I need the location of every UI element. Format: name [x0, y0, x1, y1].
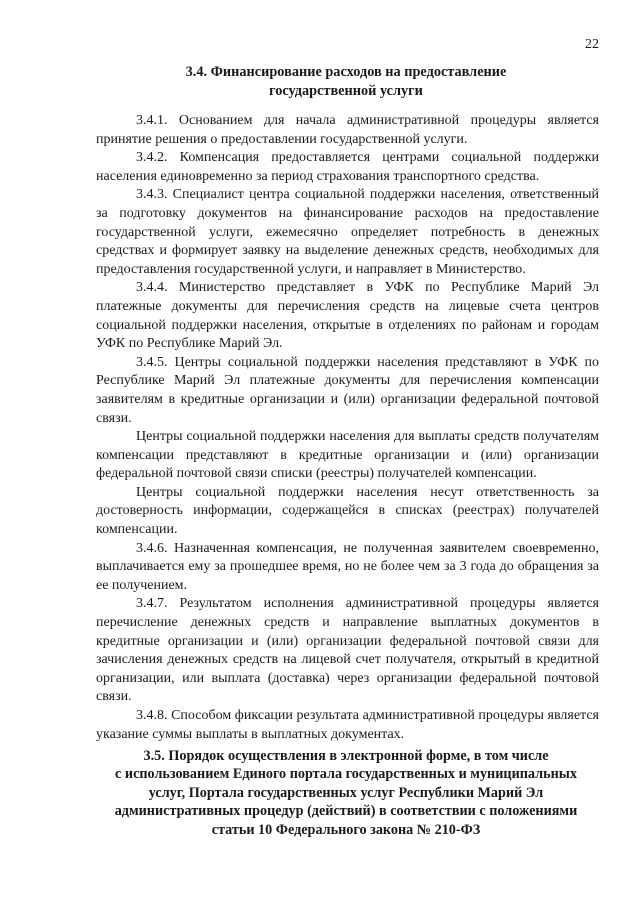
heading-line: с использованием Единого портала государственных и муниципальных	[115, 766, 577, 783]
heading-line: 3.5. Порядок осуществления в электронной форме, в том числе	[143, 748, 549, 764]
heading-line: административных процедур (действий) в соответствии с положениями	[114, 803, 578, 820]
section-heading-3-5	[84, 747, 608, 839]
paragraph-3-4-1: 3.4.1. Основанием для начала административной процедуры является принятие решения о предоставлении государственной услуги.	[96, 113, 599, 147]
paragraph-3-4-2: 3.4.2. Компенсация предоставляется центрами социальной поддержки населения единовременно за период страхования транспортного средства.	[96, 150, 599, 184]
paragraph-3-4-5-cont-2: Центры социальной поддержки населения несут ответственность за достоверность информации, содержащейся в списках (реестрах) получателей компенсации.	[96, 484, 599, 538]
heading-line: услуг, Портала государственных услуг Республики Марий Эл	[148, 784, 544, 801]
section-body-3-4	[96, 112, 599, 744]
heading-line: государственной услуги	[269, 82, 423, 99]
section-heading-3-4	[96, 63, 596, 100]
paragraph-3-4-3: 3.4.3. Специалист центра социальной поддержки населения, ответственный за подготовку документов на финансирование расходов на предоставление государственной услуги, ежемесячно определяет потребность в денежных средствах и формирует заявку на выделение денежных средств, необходимых для предоставления государственной услуги, и направляет в Министерство.	[96, 187, 599, 277]
heading-line: статьи 10 Федерального закона № 210-ФЗ	[211, 821, 481, 838]
page-number: 22	[585, 37, 599, 52]
paragraph-3-4-5-cont-1: Центры социальной поддержки населения для выплаты средств получателям компенсации представляют в кредитные организации и (или) организации федеральной почтовой связи списки (реестры) получателей компенсации.	[96, 429, 599, 482]
paragraph-3-4-7: 3.4.7. Результатом исполнения административной процедуры является перечисление денежных средств и направление выплатных документов в кредитные организации и (или) организации федеральной почтовой связи для зачисления денежных средств на лицевой счет получателя, открытый в кредитной организации, или выплата (доставка) через организации федеральной почтовой связи.	[96, 596, 599, 705]
paragraph-3-4-6: 3.4.6. Назначенная компенсация, не полученная заявителем своевременно, выплачивается ему за прошедшее время, но не более чем за 3 года до обращения за ее получением.	[96, 540, 599, 593]
paragraph-3-4-4: 3.4.4. Министерство представляет в УФК по Республике Марий Эл платежные документы для перечисления средств на лицевые счета центров социальной поддержки населения, открытые в отделениях по районам и городам УФК по Республике Марий Эл.	[96, 280, 599, 352]
paragraph-3-4-8: 3.4.8. Способом фиксации результата административной процедуры является указание суммы выплаты в выплатных документах.	[96, 708, 599, 742]
heading-line: 3.4. Финансирование расходов на предоставление	[185, 64, 507, 80]
paragraph-3-4-5: 3.4.5. Центры социальной поддержки населения представляют в УФК по Республике Марий Эл платежные документы для перечисления компенсации заявителям в кредитные организации и (или) организации федеральной почтовой связи.	[96, 354, 599, 426]
